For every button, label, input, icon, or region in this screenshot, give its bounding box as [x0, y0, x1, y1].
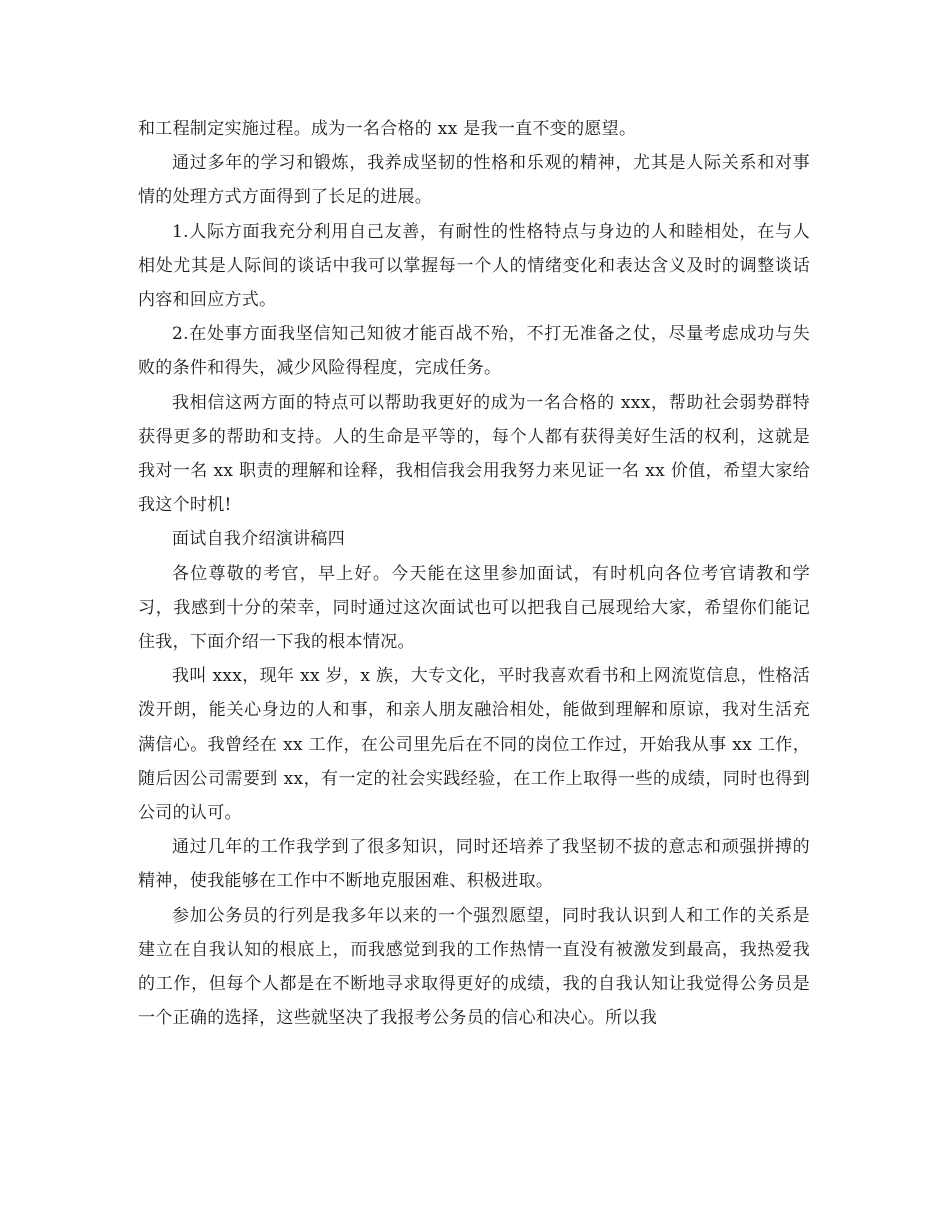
paragraph-character: 通过多年的学习和锻炼，我养成坚韧的性格和乐观的精神，尤其是人际关系和对事情的处理方式方面得到了长足的进展。	[138, 153, 810, 208]
paragraph-self-intro: 我叫 xxx，现年 xx 岁，x 族，大专文化，平时我喜欢看书和上网流览信息，性格活泼开朗，能关心身边的人和事，和亲人朋友融洽相处，能做到理解和原谅，我对生活充满信心。我曾经在 xx 工作，在公司里先后在不同的岗位工作过，开始我从事 xx 工作，随后因公司需要到 xx，有一定的社会实践经验，在工作上取得一些的成绩，同时也得到公司的认可。	[138, 666, 810, 824]
paragraph-experience: 通过几年的工作我学到了很多知识，同时还培养了我坚韧不拔的意志和顽强拼搏的精神，使我能够在工作中不断地克服困难、积极进取。	[138, 837, 810, 892]
paragraph-greeting: 各位尊敬的考官，早上好。今天能在这里参加面试，有时机向各位考官请教和学习，我感到十分的荣幸，同时通过这次面试也可以把我自己展现给大家，希望你们能记住我，下面介绍一下我的根本情况。	[138, 563, 810, 653]
document-page	[138, 112, 810, 1035]
paragraph-belief: 我相信这两方面的特点可以帮助我更好的成为一名合格的 xxx，帮助社会弱势群特获得更多的帮助和支持。人的生命是平等的，每个人都有获得美好生活的权利，这就是我对一名 xx 职责的理解和诠释，我相信我会用我努力来见证一名 xx 价值，希望大家给我这个时机!	[138, 392, 810, 516]
paragraph-point-1: 1.人际方面我充分利用自己友善，有耐性的性格特点与身边的人和睦相处，在与人相处尤其是人际间的谈话中我可以掌握每一个人的情绪变化和表达含义及时的调整谈话内容和回应方式。	[138, 221, 810, 311]
paragraph-aspiration: 参加公务员的行列是我多年以来的一个强烈愿望，同时我认识到人和工作的关系是建立在自我认知的根底上，而我感觉到我的工作热情一直没有被激发到最高，我热爱我的工作，但每个人都是在不断地寻求取得更好的成绩，我的自我认知让我觉得公务员是一个正确的选择，这些就坚决了我报考公务员的信心和决心。所以我	[138, 905, 810, 1029]
paragraph-continuation: 和工程制定实施过程。成为一名合格的 xx 是我一直不变的愿望。	[138, 119, 637, 139]
section-heading: 面试自我介绍演讲稿四	[172, 529, 345, 550]
paragraph-point-2: 2.在处事方面我坚信知己知彼才能百战不殆，不打无准备之仗，尽量考虑成功与失败的条件和得失，减少风险得程度，完成任务。	[138, 324, 810, 379]
